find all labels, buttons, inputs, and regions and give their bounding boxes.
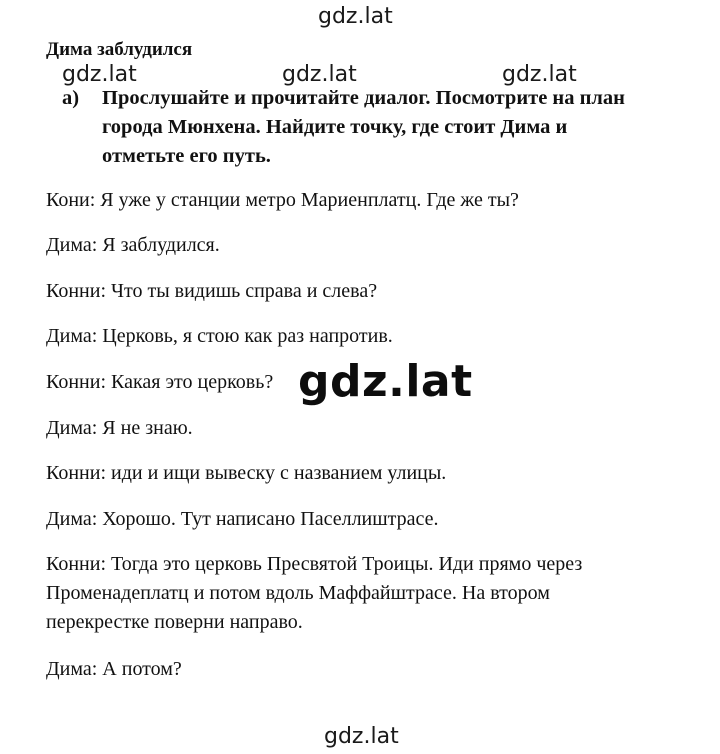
section-title: Дима заблудился	[46, 39, 193, 60]
dialogue-text: Конни: Какая это церковь?	[46, 371, 274, 393]
task-line: Прослушайте и прочитайте диалог. Посмотрите на план	[102, 87, 625, 109]
task-line: отметьте его путь.	[102, 145, 271, 167]
watermark-row-right: gdz.lat	[502, 62, 577, 87]
watermark-center-big: gdz.lat	[298, 356, 473, 407]
dialogue-line	[46, 186, 519, 215]
watermark-row-center: gdz.lat	[282, 62, 357, 87]
watermark-bottom: gdz.lat	[324, 724, 399, 749]
dialogue-line	[46, 505, 439, 534]
dialogue-line	[46, 459, 446, 488]
dialogue-line	[46, 655, 182, 684]
dialogue-text: Конни: Что ты видишь справа и слева?	[46, 280, 378, 302]
dialogue-line	[46, 277, 377, 306]
dialogue-line	[46, 368, 273, 397]
watermark-row-left: gdz.lat	[62, 62, 137, 87]
dialogue-text: Дима: А потом?	[46, 658, 182, 680]
dialogue-text: Променадеплатц и потом вдоль Маффайштрасе. На втором	[46, 582, 550, 604]
dialogue-text: Конни: иди и ищи вывеску с названием улицы.	[46, 462, 447, 484]
dialogue-line	[46, 550, 582, 637]
task-text	[102, 84, 625, 171]
dialogue-text: Дима: Я не знаю.	[46, 417, 193, 439]
dialogue-text: Кони: Я уже у станции метро Мариенплатц. Где же ты?	[46, 189, 519, 211]
dialogue-text: Дима: Хорошо. Тут написано Паселлиштрасе.	[46, 508, 439, 530]
dialogue-line	[46, 231, 220, 260]
dialogue-line	[46, 322, 393, 351]
dialogue-text: перекрестке поверни направо.	[46, 611, 303, 633]
task-line: города Мюнхена. Найдите точку, где стоит Дима и	[102, 116, 568, 138]
dialogue-text: Дима: Церковь, я стою как раз напротив.	[46, 325, 393, 347]
watermark-top: gdz.lat	[318, 4, 393, 29]
dialogue-text: Конни: Тогда это церковь Пресвятой Троицы. Иди прямо через	[46, 553, 583, 575]
task-marker: а)	[62, 87, 80, 109]
dialogue-line	[46, 414, 193, 443]
dialogue-text: Дима: Я заблудился.	[46, 234, 220, 256]
